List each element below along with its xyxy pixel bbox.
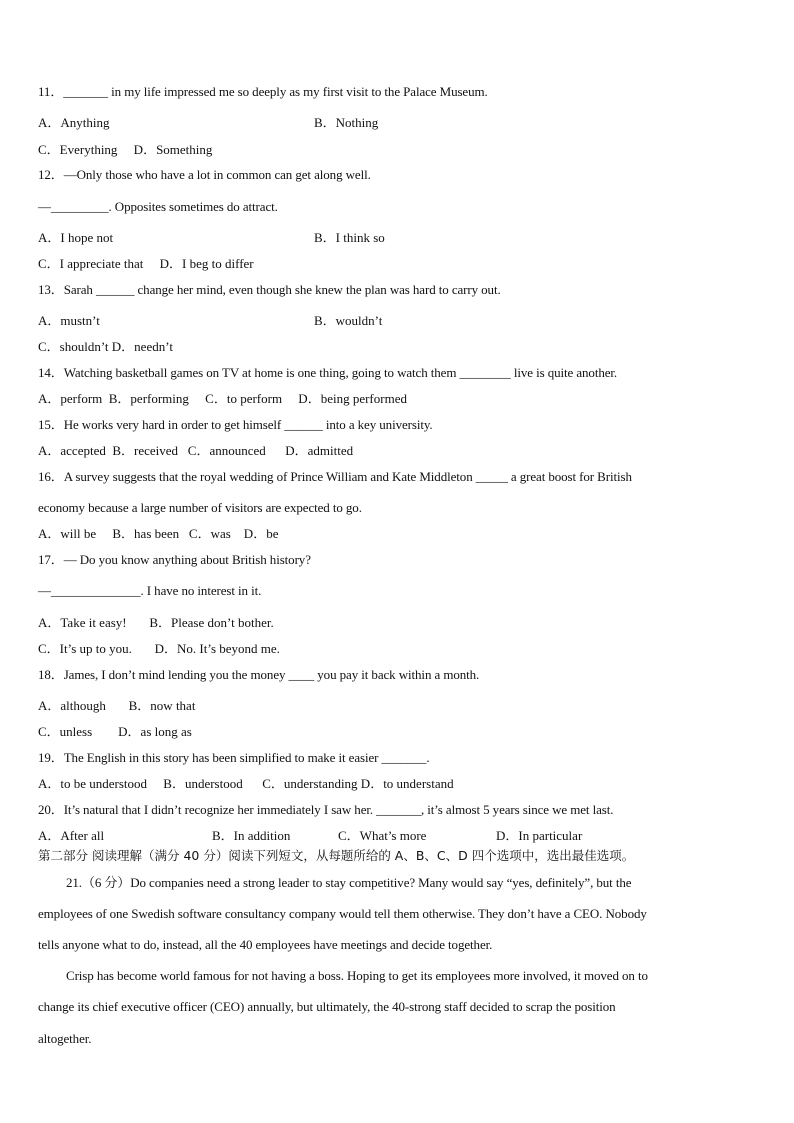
question-17-stem: 17．— Do you know anything about British history? (38, 552, 311, 567)
question-12-stem: 12．—Only those who have a lot in common can get along well. (38, 167, 371, 182)
question-12-stem-reply: —_________. Opposites sometimes do attract. (38, 199, 278, 214)
question-20-option-b: B．In addition (212, 828, 291, 843)
question-16-options: A．will be B．has been C．was D．be (38, 526, 279, 541)
question-17-stem-reply: —______________. I have no interest in it. (38, 583, 262, 598)
question-12-option-cd: C．I appreciate that D．I beg to differ (38, 256, 254, 271)
question-11-option-b: B．Nothing (314, 115, 379, 130)
question-13-option-a: A．mustn’t (38, 313, 100, 328)
passage-line: 21.（6 分）Do companies need a strong leader to stay competitive? Many would say “yes, definitely”, but the (66, 875, 632, 890)
section-header-part2: 第二部分 阅读理解（满分 40 分）阅读下列短文，从每题所给的 A、B、C、D 四个选项中，选出最佳选项。 (38, 848, 635, 863)
question-13-option-b: B．wouldn’t (314, 313, 383, 328)
passage-line: tells anyone what to do, instead, all the 40 employees have meetings and decide together. (38, 937, 493, 952)
question-17-option-ab: A．Take it easy! B．Please don’t bother. (38, 615, 274, 630)
question-11-option-a: A．Anything (38, 115, 110, 130)
question-20-option-c: C．What’s more (338, 828, 427, 843)
question-11-option-cd: C．Everything D．Something (38, 142, 213, 157)
passage-line: employees of one Swedish software consultancy company would tell them otherwise. They don’t have a CEO. Nobody (38, 906, 647, 921)
question-12-option-b: B．I think so (314, 230, 385, 245)
question-19-options: A．to be understood B．understood C．understanding D．to understand (38, 776, 454, 791)
question-17-option-cd: C．It’s up to you. D．No. It’s beyond me. (38, 641, 280, 656)
question-15-options: A．accepted B．received C．announced D．admitted (38, 443, 354, 458)
passage-line: Crisp has become world famous for not having a boss. Hoping to get its employees more involved, it moved on to (66, 968, 648, 983)
question-15-stem: 15．He works very hard in order to get himself ______ into a key university. (38, 417, 433, 432)
question-18-option-cd: C．unless D．as long as (38, 724, 192, 739)
question-18-stem: 18．James, I don’t mind lending you the money ____ you pay it back within a month. (38, 667, 480, 682)
question-20-option-a: A．After all (38, 828, 105, 843)
passage-line: altogether. (38, 1031, 92, 1046)
question-18-option-ab: A．although B．now that (38, 698, 196, 713)
question-19-stem: 19．The English in this story has been simplified to make it easier _______. (38, 750, 430, 765)
question-13-option-cd: C．shouldn’t D．needn’t (38, 339, 173, 354)
question-16-stem: 16．A survey suggests that the royal wedding of Prince William and Kate Middleton _____ a great boost for British (38, 469, 632, 484)
question-16-stem-continued: economy because a large number of visitors are expected to go. (38, 500, 362, 515)
question-14-stem: 14．Watching basketball games on TV at home is one thing, going to watch them ________ live is quite another. (38, 365, 618, 380)
question-12-option-a: A．I hope not (38, 230, 114, 245)
question-20-stem: 20．It’s natural that I didn’t recognize her immediately I saw her. _______, it’s almost 5 years since we met last. (38, 802, 614, 817)
question-13-stem: 13．Sarah ______ change her mind, even though she knew the plan was hard to carry out. (38, 282, 501, 297)
passage-line: change its chief executive officer (CEO) annually, but ultimately, the 40-strong staff decided to scrap the position (38, 999, 616, 1014)
question-11-stem: 11．_______ in my life impressed me so deeply as my first visit to the Palace Museum. (38, 84, 488, 99)
question-20-option-d: D．In particular (496, 828, 583, 843)
question-14-options: A．perform B．performing C．to perform D．being performed (38, 391, 407, 406)
